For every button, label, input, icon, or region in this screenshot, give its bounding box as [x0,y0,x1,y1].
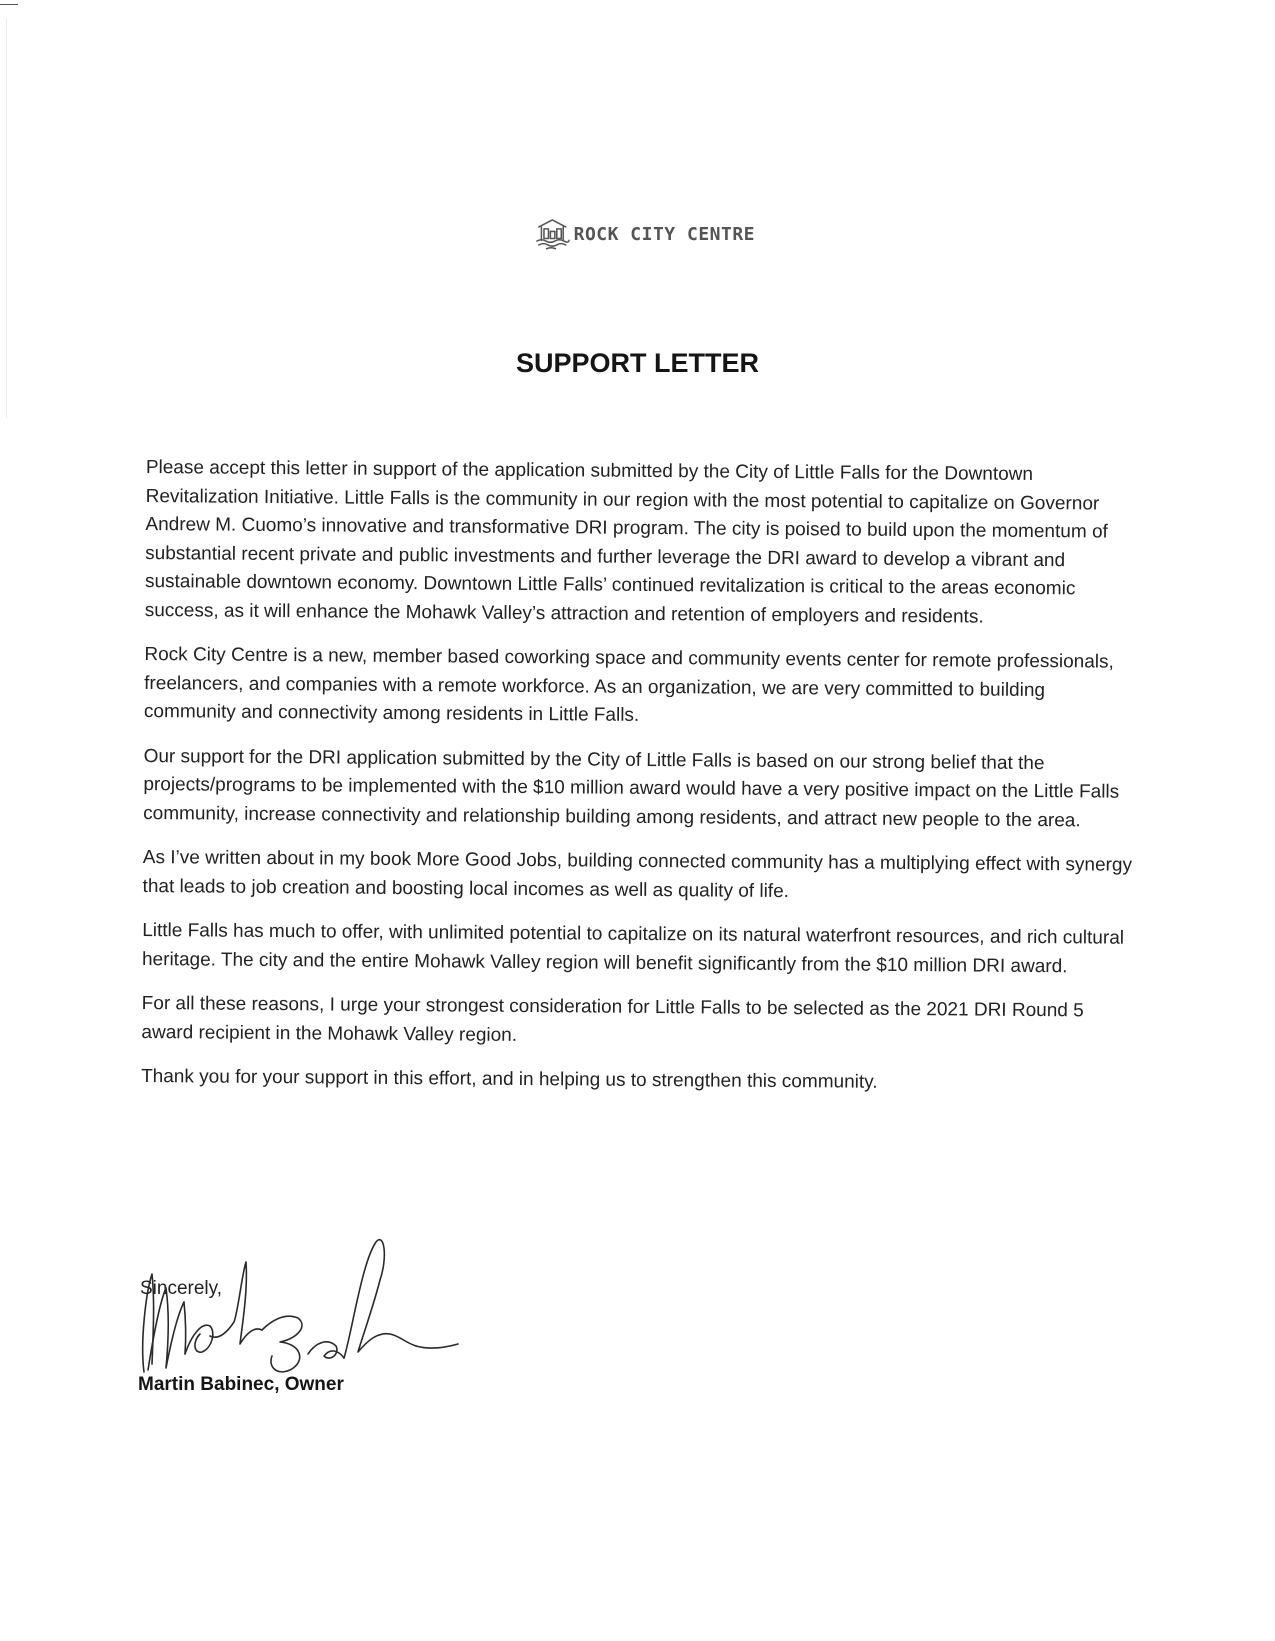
signer-name-title: Martin Babinec, Owner [138,1374,344,1395]
body-paragraph: Little Falls has much to offer, with unlimited potential to capitalize on its natural waterfront resources, and rich cultural heritage. The city and the entire Mohawk Valley region will benefit significantly from the $10 million DRI award. [141,919,1125,977]
body-paragraph: Our support for the DRI application submitted by the City of Little Falls is based on our strong belief that the projects/programs to be implemented with the $10 million award would have a very positive impact on the Little Falls community, increase connectivity and relationship building among residents, and attract new people to the area. [143,745,1120,831]
body-paragraph: Please accept this letter in support of the application submitted by the City of Little Falls for the Downtown Revitalization Initiative. Little Falls is the community in our region with the most potential to capitalize on Governor Andrew M. Cuomo’s innovative and transformative DRI program. The city is poised to build upon the momentum of substantial recent private and public investments and further leverage the DRI award to develop a vibrant and sustainable downtown economy. Downtown Little Falls’ continued revitalization is critical to the areas economic success, as it will enhance the Mohawk Valley’s attraction and retention of employers and residents. [144,456,1108,628]
organization-name: ROCK CITY CENTRE [573,223,755,245]
building-on-waves-logo-icon [535,209,570,259]
handwritten-signature-icon [130,1222,470,1387]
body-paragraph: Thank you for your support in this effort, and in helping us to strengthen this community. [141,1065,878,1093]
body-paragraph: Rock City Centre is a new, member based coworking space and community events center for remote professionals, freelancers, and companies with a remote workforce. As an organization, we are very committed to building community and connectivity among residents in Little Falls. [143,643,1114,726]
body-paragraph: As I’ve written about in my book More Good Jobs, building connected community has a multiplying effect with synergy that leads to job creation and boosting local incomes as well as quality of life. [142,846,1133,902]
body-paragraph: For all these reasons, I urge your strongest consideration for Little Falls to be selected as the 2021 DRI Round 5 award recipient in the Mohawk Valley region. [141,992,1084,1046]
letterhead-logo [535,207,755,261]
scan-edge-mark [0,4,18,5]
letter-body [141,454,1136,1115]
closing-salutation: Sincerely, [140,1278,223,1299]
page-title: SUPPORT LETTER [515,348,759,378]
